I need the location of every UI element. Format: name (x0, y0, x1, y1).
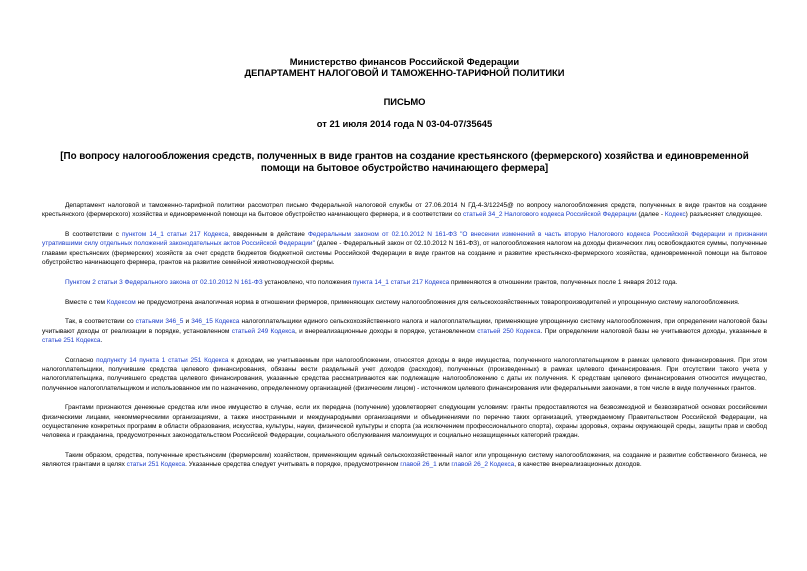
paragraph-text: Таким образом, средства, полученные крестьянским (фермерским) хозяйством, применяющим единый сельскохозяйственный налог или упрощенную систему налогообложения, на создание и развитие собственного бизнеса, не являются грантами в целях (42, 452, 767, 469)
law-reference-link[interactable]: Пунктом 2 статьи 3 Федерального закона от 02.10.2012 N 161-ФЗ (65, 278, 263, 286)
law-reference-link[interactable]: главой 26_2 Кодекса (451, 461, 515, 469)
document-header (42, 56, 767, 175)
law-reference-link[interactable]: статьей 34_2 Налогового кодекса Российской Федерации (462, 211, 637, 219)
department-name: ДЕПАРТАМЕНТ НАЛОГОВОЙ И ТАМОЖЕННО-ТАРИФНОЙ ПОЛИТИКИ (244, 67, 565, 78)
law-reference-link[interactable]: пунктом 14_1 статьи 217 Кодекса (122, 231, 229, 239)
paragraph-1 (42, 201, 767, 220)
paragraph-text: к доходам, не учитываемым при налогообложении, относятся доходы в виде имущества, полученного налогоплательщиком в рамках целевого финансирования. При этом налогоплательщики, получившие средства целевого финансирования, обязаны вести раздельный учет доходов (расходов), полученных (произведенных) в рамках целевого финансирования. При отсутствии такого учета у налогоплательщика, получившего средства целевого финансирования, указанные средства рассматриваются как подлежащие налогообложению с даты их получения. К средствам целевого финансирования относится имущество, полученное налогоплательщиком и использованное им по назначению, определенному организацией (физическим лицом) - источником целевого финансирования или федеральными законами, в том числе в виде полученных грантов. (42, 356, 767, 392)
paragraph-7 (42, 403, 767, 440)
paragraph-text: , в качестве внереализационных доходов. (514, 461, 642, 469)
paragraph-5 (42, 317, 767, 345)
paragraph-text: В соответствии с (65, 231, 122, 239)
paragraph-text: применяются в отношении грантов, полученных после 1 января 2012 года. (449, 278, 678, 286)
law-reference-link[interactable]: статьей 249 Кодекса (231, 327, 295, 335)
paragraph-text: ) разъясняет следующее. (685, 211, 763, 219)
law-reference-link[interactable]: статье 251 Кодекса (42, 336, 101, 344)
law-reference-link[interactable]: пункта 14_1 статьи 217 Кодекса (352, 278, 450, 286)
paragraph-text: , и внереализационные доходы в порядке, установленном (294, 327, 478, 335)
paragraph-text: (далее - Федеральный закон от 02.10.2012 N 161-ФЗ), от налогообложения налогом на доходы физических лиц освобождаются суммы, полученные главами крестьянских (фермерских) хозяйств за счет средств бюджетов бюджетной системы Российской Федерации в виде грантов на создание и развитие крестьянско-фермерского хозяйства, единовременной помощи на бытовое обустройство начинающего фермера, грантов на развитие семейной животноводческой фермы. (42, 240, 767, 266)
paragraph-3 (42, 278, 767, 287)
law-reference-link[interactable]: статьями 346_5 (135, 318, 184, 326)
paragraph-text: установлено, что положения (262, 278, 353, 286)
paragraph-text: . (100, 336, 103, 344)
paragraph-text: или (436, 461, 452, 469)
law-reference-link[interactable]: Федеральным законом от 02.10.2012 N 161-ФЗ "О внесении изменений в часть вторую Налогового кодекса Российской Федерации и признании утратившими силу отдельных положений законодательных актов Российской Федерации" (42, 231, 767, 248)
law-reference-link[interactable]: статьи 251 Кодекса (126, 461, 186, 469)
law-reference-link[interactable]: Кодекс (664, 211, 686, 219)
paragraph-text: Вместе с тем (65, 298, 107, 306)
law-reference-link[interactable]: статьей 250 Кодекса (477, 327, 541, 335)
paragraph-4 (42, 298, 767, 307)
paragraph-text: Департамент налоговой и таможенно-тарифной политики рассмотрел письмо Федеральной налоговой службы от 27.06.2014 N ГД-4-3/12245@ по вопросу налогообложения средств, полученных в виде грантов на создание крестьянского (фермерского) хозяйства и единовременной помощи на бытовое обустройство начинающего фермера, и в соответствии со (42, 202, 767, 219)
document-date-number: от 21 июля 2014 года N 03-04-07/35645 (316, 118, 493, 129)
law-reference-link[interactable]: главой 26_1 (400, 461, 437, 469)
paragraph-8 (42, 451, 767, 470)
paragraph-text: Согласно (65, 356, 97, 364)
law-reference-link[interactable]: подпункту 14 пункта 1 статьи 251 Кодекса (96, 356, 229, 364)
paragraph-text: . При определении налоговой базы не учитываются доходы, указанные в (540, 327, 767, 335)
law-reference-link[interactable]: Кодексом (106, 298, 136, 306)
document-type: ПИСЬМО (383, 96, 426, 107)
paragraph-text: . Указанные средства следует учитывать в порядке, предусмотренном (185, 461, 401, 469)
paragraph-text: налогоплательщики единого сельскохозяйственного налога и налогоплательщики, применяющие упрощенную систему налогообложения, при определении налоговой базы учитывают доходы от реализации в порядке, установленном (42, 318, 767, 335)
paragraph-text: не предусмотрена аналогичная норма в отношении фермеров, применяющих систему налогообложения для сельскохозяйственных товаропроизводителей и упрощенную систему налогообложения. (135, 298, 740, 306)
paragraph-2 (42, 230, 767, 267)
paragraph-text: (далее - (636, 211, 665, 219)
paragraph-6 (42, 356, 767, 393)
document-subject: [По вопросу налогообложения средств, полученных в виде грантов на создание крестьянского (фермерского) хозяйства и единовременной помощи на бытовое обустройство начинающего фермера] (60, 151, 749, 174)
paragraph-text: и (183, 318, 192, 326)
ministry-name: Министерство финансов Российской Федерации (289, 56, 520, 67)
paragraph-text: Грантами признаются денежные средства или иное имущество в случае, если их передача (получение) удовлетворяет следующим условиям: гранты предоставляются на безвозмездной и безвозвратной основах российскими физическими лицами, некоммерческими организациями, а также иностранными и международными организациями и объединениями по перечню таких организаций, утверждаемому Правительством Российской Федерации, на осуществление конкретных программ в области образования, искусства, культуры, науки, физической культуры и спорта (за исключением профессионального спорта), охраны здоровья, охраны окружающей среды, защиты прав и свобод человека и гражданина, предусмотренных законодательством Российской Федерации, социального обслуживания малоимущих и социально незащищенных категорий граждан. (42, 404, 767, 440)
paragraph-text: , введенным в действие (228, 231, 308, 239)
document-body (42, 201, 767, 470)
paragraph-text: Так, в соответствии со (65, 318, 136, 326)
law-reference-link[interactable]: 346_15 Кодекса (191, 318, 240, 326)
